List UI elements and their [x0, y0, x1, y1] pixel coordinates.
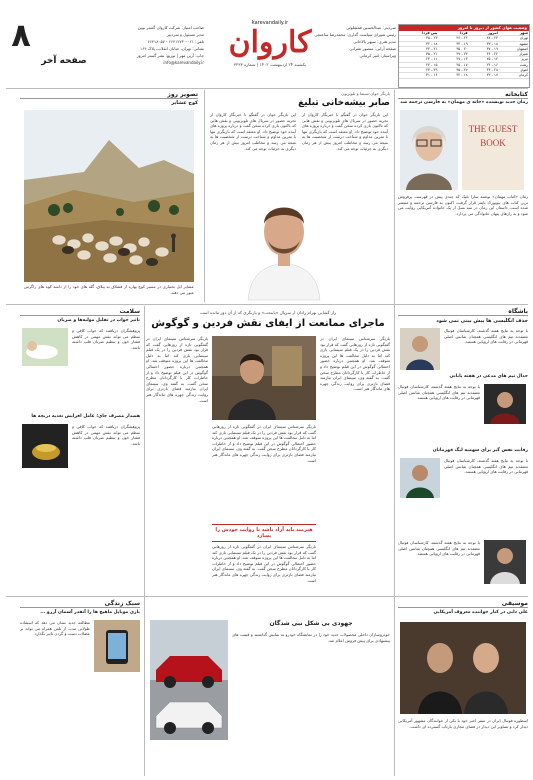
weather-row	[399, 73, 529, 78]
lead-photo	[212, 336, 316, 420]
author-photo	[400, 110, 458, 190]
col-sep-2	[394, 90, 395, 776]
weather-cell: ۲۳ - ۳۵	[399, 36, 438, 41]
top-story-body-right: این بازیگر جوان در گفتگو با خبرنگار کاروان از تجربه حضور در سریال های تلویزیونی و نقش هایی که تاکنون بازی کرده سخن گفت و درباره پروژه های آینده خود توضیح داد. او معتقد است که بازیگری تنها با تمرین مداوم و شناخت درست از شخصیت ها به نتیجه می رسد و مخاطب امروز بیش از هر زمان دیگری به جزئیات توجه می کند.	[302, 112, 388, 151]
weather-cell: ۲۱ - ۳۵	[399, 52, 438, 57]
weather-cell: ۱۶ - ۳۱	[399, 73, 438, 78]
weather-cell: ۲۲ - ۳۶	[438, 36, 468, 41]
sleep-photo	[22, 328, 68, 366]
contact-line: تلفن: ۰۲۱-۶۶۴۱۲۷۳۰ - ۶۶۴۱۸۰۵۷	[147, 39, 204, 44]
club-section-label: باشگاه	[398, 308, 528, 316]
lead-body-mid-2: بازیگر سرشناس سینمای ایران در گفتگویی تازه از روزهایی گفت که قرار بود نقش فردین را در یک فیلم سینمایی بازی کند اما به دلیل مخالفت ها این پروژه متوقف شد. او همچنین درباره حضور احتمالی گوگوش در این فیلم توضیح داد و از خاطرات کار با کارگردانان مطرح سخن گفت. به گفته وی، سینمای ایران نیازمند فضای بازتری برای روایت زندگی چهره های ماندگار هنر است.	[212, 544, 316, 583]
weather-cell: ۱۷ - ۲۵	[438, 62, 468, 67]
contact-box	[132, 24, 204, 76]
health-body-2: پژوهشگران دریافتند که خواب کافی و منظم می تواند نقش مهمی در کاهش فشار خون و تنظیم ضربان قلب داشته باشد.	[72, 424, 140, 446]
photo-section-label: تصویر روز	[20, 91, 198, 99]
player-photo-4	[484, 540, 526, 584]
newspaper-logo: کاروان	[228, 25, 312, 60]
weather-cell: کرمان	[499, 73, 529, 78]
weather-cell: ۱۱ - ۲۴	[399, 57, 438, 62]
books-section-label: کتابخانه	[398, 91, 528, 99]
lead-body-mid: بازیگر سرشناس سینمای ایران در گفتگویی تازه از روزهایی گفت که قرار بود نقش فردین را در یک فیلم سینمایی بازی کند اما به دلیل مخالفت ها این پروژه متوقف شد. او همچنین درباره حضور احتمالی گوگوش در این فیلم توضیح داد و از خاطرات کار با کارگردانان مطرح سخن گفت. به گفته وی، سینمای ایران نیازمند فضای بازتری برای روایت زندگی چهره های ماندگار هنر است.	[212, 424, 316, 463]
col-sep-3	[204, 90, 205, 302]
book-cover-title: THE GUEST BOOK	[468, 124, 518, 148]
page-number: ۸	[11, 16, 31, 54]
health-headline: تاثیر خواب در تقلیل مولیه‌ها و ضربان	[57, 318, 140, 323]
cars-body: خودروسازان داخلی محصولات جدید خود را در نمایشگاه خودرو به نمایش گذاشتند و قیمت های پیشنهادی برای پیش فروش اعلام شد.	[232, 632, 390, 643]
weather-cell: ۲۹ - ۴۳	[399, 68, 438, 73]
staff-line: صفحه آرایی: منصور غفرانی	[349, 46, 396, 51]
style-body: مطالعه جدید نشان می دهد که استفاده طولانی مدت از تلفن همراه می تواند بر عضلات دست و گردن تاثیر بگذارد.	[20, 620, 90, 637]
club-sub-headline-2: رقابت نفس گیر برای سهمیه لیگ قهرمانان	[432, 448, 528, 453]
player-photo-3	[400, 458, 440, 498]
health-headline-2: هشدار مصرف چای؛ عامل افزایش تغذیه دربچه ها	[31, 414, 140, 419]
weather-cell: ۱۲ - ۲۵	[469, 57, 499, 62]
health-section-label: سلامت	[20, 308, 140, 316]
weather-cell: ۲۸ - ۴۴	[469, 68, 499, 73]
weather-cell: ۱۳ - ۲۷	[438, 57, 468, 62]
staff-box	[314, 24, 396, 79]
weather-cell: رشت	[499, 62, 529, 67]
weather-cell: تهران	[499, 36, 529, 41]
top-story-headline: صابر بیشه‌خانی تبلیغ	[298, 98, 390, 108]
weather-cell: ۲۷ - ۴۵	[438, 68, 468, 73]
style-section-label: سبک زندگی	[20, 600, 140, 608]
divider-low	[6, 596, 528, 597]
weather-cell: ۲۱ - ۳۴	[399, 46, 438, 51]
contact-line: چاپ: آرین مهر | توزیع: نشر گستر امروز	[136, 53, 204, 58]
weather-cell: اهواز	[499, 68, 529, 73]
style-headline: بازی موبایل ماهیچ ها را آنقدر آسمان آرزو ...	[40, 610, 140, 615]
music-photo	[400, 622, 526, 714]
weather-header-cell: امروز	[469, 31, 499, 36]
music-section-label: موسیقی	[398, 600, 528, 608]
photo-caption: عشایر ایل بختیاری در مسیر کوچ بهاره از قشلاق به ییلاق، گله های خود را از دامنه کوه های زاگرس عبور می دهند.	[24, 284, 194, 295]
weather-header-cell: شهر	[499, 31, 529, 36]
masthead	[200, 20, 340, 75]
weather-cell: ۲۰ - ۳۵	[438, 46, 468, 51]
club-body-2: با توجه به نتایج هفته گذشته، کارشناسان فوتبال معتقدند تیم های انگلیسی همچنان شانس اصلی قهرمانی در رقابت های اروپایی هستند.	[398, 384, 480, 401]
contact-line: info@karevandaily.ir	[163, 60, 204, 65]
contact-line: صاحب امتیاز: شرکت کاروان گستر نوین	[137, 25, 204, 30]
club-body: با توجه به نتایج هفته گذشته، کارشناسان فوتبال معتقدند تیم های انگلیسی همچنان شانس اصلی قهرمانی در رقابت های اروپایی هستند.	[444, 328, 528, 345]
weather-cell: ۱۶ - ۲۴	[469, 62, 499, 67]
lead-body-right: بازیگر سرشناس سینمای ایران در گفتگویی تازه از روزهایی گفت که قرار بود نقش فردین را در یک فیلم سینمایی بازی کند اما به دلیل مخالفت ها این پروژه متوقف شد. او همچنین درباره حضور احتمالی گوگوش در این فیلم توضیح داد و از خاطرات کار با کارگردانان مطرح سخن گفت. به گفته وی، سینمای ایران نیازمند فضای بازتری برای روایت زندگی چهره های ماندگار هنر است.	[320, 336, 390, 392]
player-photo-1	[400, 328, 440, 370]
date-line: یکشنبه ۲۴ اردیبهشت ۱۴۰۲ | شماره ۳۲۳۳	[233, 62, 307, 67]
weather-box	[398, 24, 530, 88]
staff-line: ویراستار: امیر کرمانی	[359, 53, 396, 58]
health-body: پژوهشگران دریافتند که خواب کافی و منظم می تواند نقش مهمی در کاهش فشار خون و تنظیم ضربان قلب داشته باشد.	[72, 328, 140, 350]
tea-photo	[22, 424, 68, 468]
weather-title: وضعیت هوای کشور از دیروز تا امروز	[399, 25, 529, 31]
weather-cell: ۲۳ - ۳۷	[438, 52, 468, 57]
lead-kicker: راز گشایی بهرام رادان از سریال «پایتخت» و بازیگری که از آن دور مانده است	[199, 310, 337, 315]
contact-line: مدیر مسئول و سردبیر	[166, 32, 204, 37]
weather-cell: شیراز	[499, 52, 529, 57]
weather-cell: مشهد	[499, 41, 529, 46]
player-photo-2	[484, 384, 526, 424]
col-sep-1	[144, 306, 145, 776]
divider-top	[6, 88, 528, 89]
weather-cell: ۱۸ - ۳۳	[469, 41, 499, 46]
weather-cell: ۱۷ - ۳۳	[469, 73, 499, 78]
weather-cell: تبریز	[499, 57, 529, 62]
books-headline: رمان جدید نویسنده «خانه ی مهمان» به فارسی ترجمه شد	[400, 100, 528, 105]
book-cover	[462, 110, 524, 190]
club-sub-headline: جدال تیم های مدعی در هفته پایانی	[449, 374, 528, 379]
weather-cell: ۱۵ - ۲۳	[399, 62, 438, 67]
weather-header-cell: پس فردا	[399, 31, 438, 36]
music-headline: علی دایی در کنار خواننده معروف آمریکایی	[433, 610, 528, 615]
staff-line: مدیر هنری: سپهر بالاخانی	[353, 39, 396, 44]
actor-portrait	[238, 182, 330, 300]
website-label: karevandaily.ir	[251, 20, 289, 26]
club-body-4: با توجه به نتایج هفته گذشته، کارشناسان فوتبال معتقدند تیم های انگلیسی همچنان شانس اصلی قهرمانی در رقابت های اروپایی هستند.	[398, 540, 480, 557]
weather-cell: ۱۸ - ۳۲	[399, 41, 438, 46]
weather-cell: ۱۹ - ۳۴	[438, 41, 468, 46]
weather-cell: اصفهان	[499, 46, 529, 51]
nomads-photo	[24, 110, 194, 282]
mobile-photo	[94, 620, 140, 672]
club-body-3: با توجه به نتایج هفته گذشته، کارشناسان فوتبال معتقدند تیم های انگلیسی همچنان شانس اصلی قهرمانی در رقابت های اروپایی هستند.	[444, 458, 528, 475]
lead-quote: هنرمند باید آزاد باشد تا روایت خودش را بسازد	[212, 524, 316, 542]
top-story-kicker: بازیگر جوان سینما و تلویزیون	[341, 91, 390, 96]
lead-body-left: بازیگر سرشناس سینمای ایران در گفتگویی تازه از روزهایی گفت که قرار بود نقش فردین را در یک فیلم سینمایی بازی کند اما به دلیل مخالفت ها این پروژه متوقف شد. او همچنین درباره حضور احتمالی گوگوش در این فیلم توضیح داد و از خاطرات کار با کارگردانان مطرح سخن گفت. به گفته وی، سینمای ایران نیازمند فضای بازتری برای روایت زندگی چهره های ماندگار هنر است.	[146, 336, 208, 403]
weather-table	[399, 31, 529, 79]
weather-header-cell: فردا	[438, 31, 468, 36]
weather-cell: ۱۸ - ۳۲	[438, 73, 468, 78]
divider-mid	[6, 304, 528, 305]
club-headline: حذف انگلیسی ها پیش بینی نمی شود	[436, 318, 528, 324]
page-title: صفحه آخر	[41, 56, 87, 66]
lead-headline: ماجرای ممانعت از ایفای نقش فردین و گوگوش	[151, 318, 385, 329]
cars-headline: جهودی بی شکل نبی شدگان	[269, 620, 353, 627]
weather-cell: ۱۹ - ۳۷	[469, 46, 499, 51]
contact-line: نشانی: تهران، خیابان انقلاب، پلاک ۱۶۴	[140, 46, 204, 51]
top-story-body-left: این بازیگر جوان در گفتگو با خبرنگار کاروان از تجربه حضور در سریال های تلویزیونی و نقش هایی که تاکنون بازی کرده سخن گفت و درباره پروژه های آینده خود توضیح داد. او معتقد است که بازیگری تنها با تمرین مداوم و شناخت درست از شخصیت ها به نتیجه می رسد و مخاطب امروز بیش از هر زمان دیگری به جزئیات توجه می کند.	[210, 112, 296, 151]
staff-line: رئیس شورای سیاست گذاری: محمدرضا ساعتچی	[314, 32, 396, 37]
music-body: اسطوره فوتبال ایران در سفر اخیر خود با یکی از خوانندگان مشهور آمریکایی دیدار کرد و تصاویر این دیدار در فضای مجازی بازتاب گسترده ای داشت.	[398, 718, 528, 729]
staff-line: سردبیر: عبدالحسین قمشلوئی	[346, 25, 396, 30]
photo-title: کوچ عشایر	[171, 100, 198, 106]
weather-cell: ۲۲ - ۳۶	[469, 52, 499, 57]
car-photo	[150, 620, 228, 740]
books-body: رمان «کتاب مهمان» نوشته سارا بلیک که چندی پیش در فهرست پرفروش ترین کتاب های نیویورک تایمز قرار گرفت، اکنون به فارسی ترجمه و منتشر شده است. داستان این رمان در سه نسل از یک خانواده آمریکایی روایت می شود و به رازهای پنهان خانوادگی می پردازد.	[398, 194, 528, 216]
weather-cell: ۲۴ - ۳۸	[469, 36, 499, 41]
